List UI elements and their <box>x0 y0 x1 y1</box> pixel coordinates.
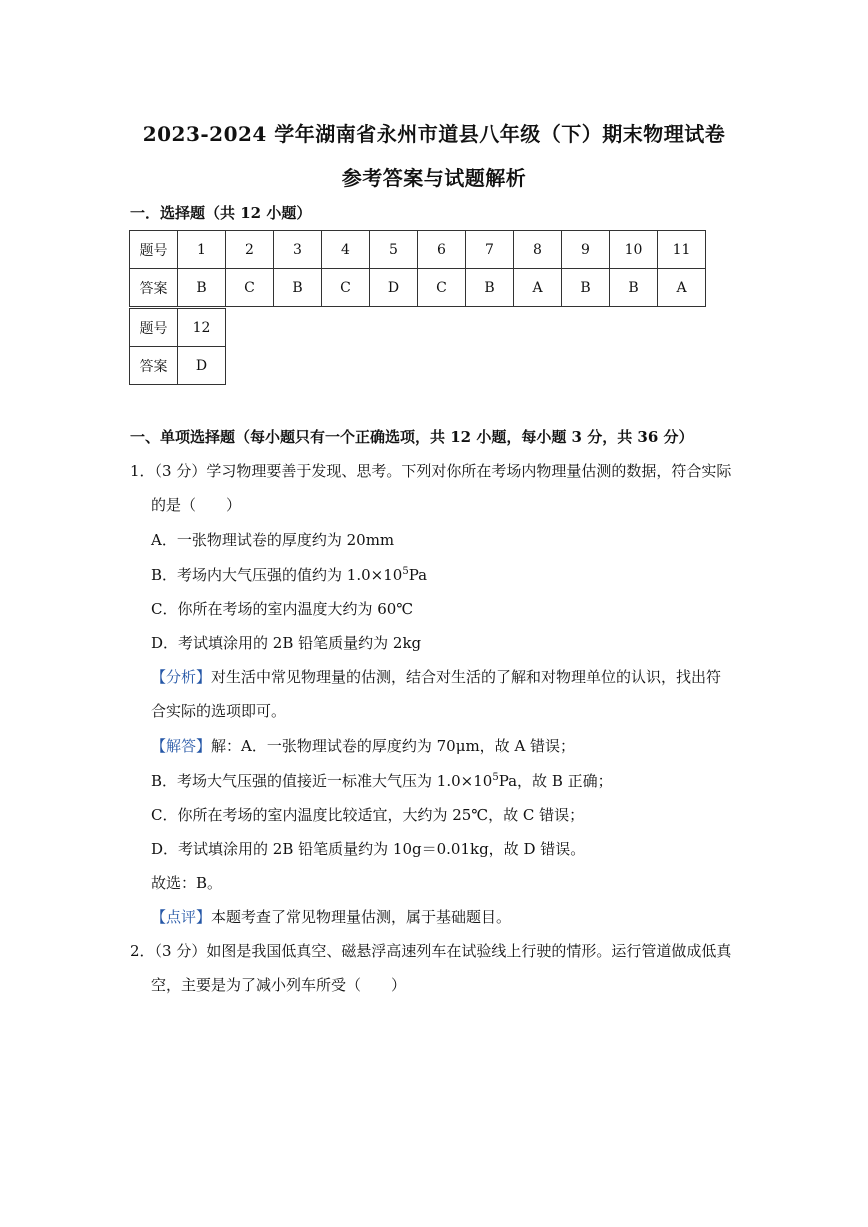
question-1-option-c: C．你所在考场的室内温度大约为 60℃ <box>151 600 414 618</box>
table-cell: 5 <box>370 231 418 269</box>
solution-text: 解：A．一张物理试卷的厚度约为 70μm，故 A 错误； <box>211 737 576 755</box>
question-1-comment <box>151 907 511 927</box>
question-1-stem: 1．（3 分）学习物理要善于发现、思考。下列对你所在考场内物理量估测的数据，符合实际 <box>130 462 732 480</box>
question-1-option-d: D．考试填涂用的 2B 铅笔质量约为 2kg <box>151 634 422 652</box>
section-heading-single-choice: 一、单项选择题（每小题只有一个正确选项，共 12 小题，每小题 3 分，共 36 分） <box>130 428 694 446</box>
table-cell: 7 <box>466 231 514 269</box>
solution-b-unit: Pa，故 B 正确； <box>498 772 613 790</box>
table-row <box>130 231 706 269</box>
table-cell: 9 <box>562 231 610 269</box>
document-title: 2023-2024 学年湖南省永州市道县八年级（下）期末物理试卷 <box>142 122 726 146</box>
table-cell-label: 答案 <box>130 347 178 385</box>
table-cell: 2 <box>226 231 274 269</box>
analysis-tag: 【分析】 <box>151 668 212 686</box>
question-1-solution <box>151 736 575 756</box>
table-cell: B <box>610 269 658 307</box>
question-2-stem: 2．（3 分）如图是我国低真空、磁悬浮高速列车在试验线上行驶的情形。运行管道做成低真 <box>130 942 732 960</box>
table-cell: B <box>466 269 514 307</box>
solution-tag: 【解答】 <box>151 737 212 755</box>
question-1-analysis <box>151 667 721 687</box>
table-cell: C <box>226 269 274 307</box>
question-1-stem-cont: 的是（ ） <box>151 496 242 514</box>
table-row <box>130 309 226 347</box>
document-subtitle: 参考答案与试题解析 <box>341 166 527 190</box>
question-1-option-a: A．一张物理试卷的厚度约为 20mm <box>151 531 395 549</box>
table-cell: 6 <box>418 231 466 269</box>
question-1-analysis-cont: 合实际的选项即可。 <box>151 702 287 720</box>
table-cell: 12 <box>178 309 226 347</box>
analysis-text: 对生活中常见物理量的估测，结合对生活的了解和对物理单位的认识，找出符 <box>211 668 722 686</box>
table-row <box>130 347 226 385</box>
table-cell: C <box>322 269 370 307</box>
question-2-stem-cont: 空，主要是为了减小列车所受（ ） <box>151 976 407 994</box>
table-cell-label: 题号 <box>130 231 178 269</box>
table-cell: A <box>514 269 562 307</box>
table-cell: D <box>370 269 418 307</box>
table-cell: A <box>658 269 706 307</box>
table-cell: 8 <box>514 231 562 269</box>
comment-tag: 【点评】 <box>151 908 212 926</box>
answer-table-continued <box>129 308 226 385</box>
table-cell: C <box>418 269 466 307</box>
question-1-option-b <box>151 565 427 585</box>
table-cell: 1 <box>178 231 226 269</box>
table-cell: 4 <box>322 231 370 269</box>
table-cell: 10 <box>610 231 658 269</box>
question-1-solution-d: D．考试填涂用的 2B 铅笔质量约为 10g＝0.01kg，故 D 错误。 <box>151 840 586 858</box>
question-1-solution-c: C．你所在考场的室内温度比较适宜，大约为 25℃，故 C 错误； <box>151 806 585 824</box>
table-cell: 11 <box>658 231 706 269</box>
table-cell-label: 题号 <box>130 309 178 347</box>
question-1-solution-b <box>151 771 613 791</box>
table-row <box>130 269 706 307</box>
table-cell: 3 <box>274 231 322 269</box>
comment-text: 本题考查了常见物理量估测，属于基础题目。 <box>211 908 512 926</box>
answer-table <box>129 230 706 307</box>
table-cell: B <box>274 269 322 307</box>
table-cell: B <box>562 269 610 307</box>
option-b-text: B．考场内大气压强的值约为 1.0×10 <box>151 566 403 584</box>
solution-b-text: B．考场大气压强的值接近一标准大气压为 1.0×10 <box>151 772 493 790</box>
table-cell: B <box>178 269 226 307</box>
option-b-unit: Pa <box>408 566 428 584</box>
table-cell: D <box>178 347 226 385</box>
section-heading-choice: 一．选择题（共 12 小题） <box>130 204 312 222</box>
solution-b-exponent: 5 <box>492 772 499 783</box>
question-1-choice: 故选：B。 <box>151 874 223 892</box>
table-cell-label: 答案 <box>130 269 178 307</box>
option-b-exponent: 5 <box>402 566 409 577</box>
